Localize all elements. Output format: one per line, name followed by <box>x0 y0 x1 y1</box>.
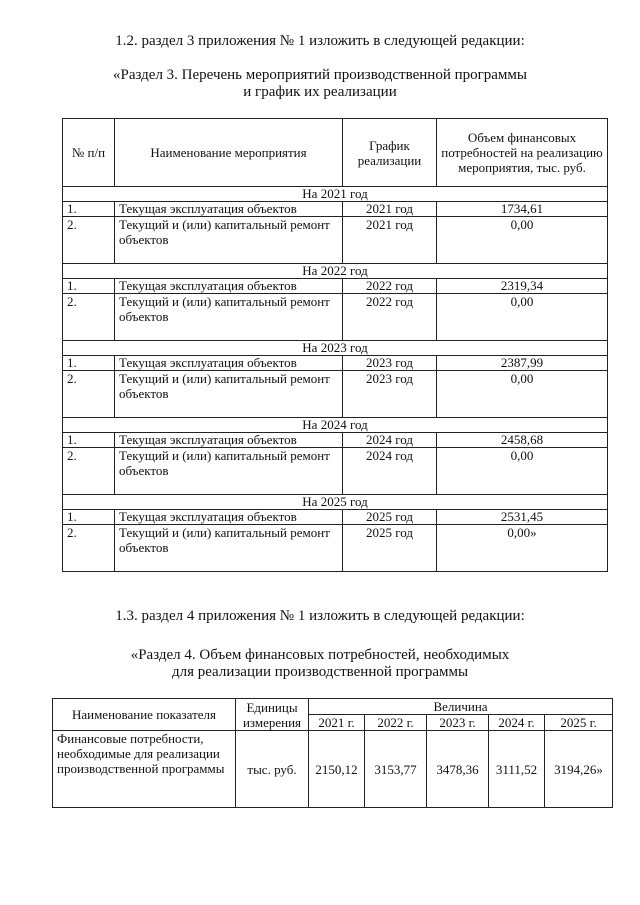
row-number: 2. <box>63 448 115 495</box>
header-financial-needs: Объем финансовых потребностей на реализацию мероприятия, тыс. руб. <box>437 119 608 187</box>
event-name: Текущий и (или) капитальный ремонт объектов <box>115 217 343 264</box>
table-row <box>63 279 608 294</box>
event-schedule: 2021 год <box>343 202 437 217</box>
table-row <box>63 418 608 433</box>
row-number: 2. <box>63 371 115 418</box>
table-row <box>63 510 608 525</box>
events-table-body <box>63 187 608 572</box>
event-schedule: 2022 год <box>343 279 437 294</box>
event-amount: 1734,61 <box>437 202 608 217</box>
table-row <box>63 217 608 264</box>
event-amount: 2458,68 <box>437 433 608 448</box>
indicator-value: 3478,36 <box>427 731 489 808</box>
event-schedule: 2024 год <box>343 448 437 495</box>
header-event-name: Наименование мероприятия <box>115 119 343 187</box>
event-schedule: 2021 год <box>343 217 437 264</box>
event-amount: 0,00 <box>437 294 608 341</box>
event-schedule: 2023 год <box>343 356 437 371</box>
event-schedule: 2023 год <box>343 371 437 418</box>
event-schedule: 2022 год <box>343 294 437 341</box>
year-group-header: На 2022 год <box>63 264 608 279</box>
row-number: 2. <box>63 294 115 341</box>
table-row <box>63 264 608 279</box>
event-schedule: 2025 год <box>343 525 437 572</box>
event-schedule: 2025 год <box>343 510 437 525</box>
event-amount: 2387,99 <box>437 356 608 371</box>
event-name: Текущий и (или) капитальный ремонт объектов <box>115 448 343 495</box>
event-name: Текущая эксплуатация объектов <box>115 202 343 217</box>
indicator-unit: тыс. руб. <box>236 731 309 808</box>
row-number: 1. <box>63 433 115 448</box>
table-row <box>63 448 608 495</box>
event-amount: 0,00 <box>437 217 608 264</box>
section-1-3-heading: 1.3. раздел 4 приложения № 1 изложить в следующей редакции: <box>115 608 525 624</box>
header-year: 2022 г. <box>365 715 427 731</box>
table-row <box>63 187 608 202</box>
indicator-value: 2150,12 <box>309 731 365 808</box>
event-amount: 0,00 <box>437 371 608 418</box>
header-indicator-name: Наименование показателя <box>53 699 236 731</box>
table-row <box>63 433 608 448</box>
event-schedule: 2024 год <box>343 433 437 448</box>
event-amount: 2531,45 <box>437 510 608 525</box>
row-number: 2. <box>63 217 115 264</box>
year-group-header: На 2021 год <box>63 187 608 202</box>
header-year: 2025 г. <box>545 715 613 731</box>
event-name: Текущий и (или) капитальный ремонт объектов <box>115 294 343 341</box>
section-3-subtitle: и график их реализации <box>243 84 397 100</box>
table-row <box>63 495 608 510</box>
row-number: 1. <box>63 510 115 525</box>
header-schedule: График реализации <box>343 119 437 187</box>
header-year: 2024 г. <box>489 715 545 731</box>
event-name: Текущая эксплуатация объектов <box>115 510 343 525</box>
event-amount: 2319,34 <box>437 279 608 294</box>
header-year: 2023 г. <box>427 715 489 731</box>
event-amount: 0,00» <box>437 525 608 572</box>
section-1-2-heading: 1.2. раздел 3 приложения № 1 изложить в следующей редакции: <box>115 33 525 49</box>
table-row <box>53 731 613 808</box>
row-number: 1. <box>63 279 115 294</box>
event-name: Текущая эксплуатация объектов <box>115 433 343 448</box>
event-amount: 0,00 <box>437 448 608 495</box>
table-row <box>63 294 608 341</box>
row-number: 1. <box>63 202 115 217</box>
indicator-value: 3153,77 <box>365 731 427 808</box>
section-4-title: «Раздел 4. Объем финансовых потребностей, необходимых <box>130 647 510 663</box>
table-row <box>63 371 608 418</box>
indicator-name: Финансовые потребности, необходимые для реализации производственной программы <box>53 731 236 808</box>
year-group-header: На 2023 год <box>63 341 608 356</box>
section-4-subtitle: для реализации производственной программы <box>171 664 469 680</box>
row-number: 2. <box>63 525 115 572</box>
header-units: Единицы измерения <box>236 699 309 731</box>
year-group-header: На 2025 год <box>63 495 608 510</box>
event-name: Текущий и (или) капитальный ремонт объектов <box>115 525 343 572</box>
events-table <box>62 118 608 572</box>
event-name: Текущий и (или) капитальный ремонт объектов <box>115 371 343 418</box>
table-row <box>63 525 608 572</box>
header-number: № п/п <box>63 119 115 187</box>
event-name: Текущая эксплуатация объектов <box>115 356 343 371</box>
financial-needs-table <box>52 698 613 808</box>
table-row <box>63 202 608 217</box>
table-row <box>63 341 608 356</box>
header-year: 2021 г. <box>309 715 365 731</box>
year-group-header: На 2024 год <box>63 418 608 433</box>
header-value: Величина <box>309 699 613 715</box>
event-name: Текущая эксплуатация объектов <box>115 279 343 294</box>
indicator-value: 3194,26» <box>545 731 613 808</box>
indicator-value: 3111,52 <box>489 731 545 808</box>
table-row <box>63 356 608 371</box>
section-3-title: «Раздел 3. Перечень мероприятий производственной программы <box>113 67 527 83</box>
row-number: 1. <box>63 356 115 371</box>
